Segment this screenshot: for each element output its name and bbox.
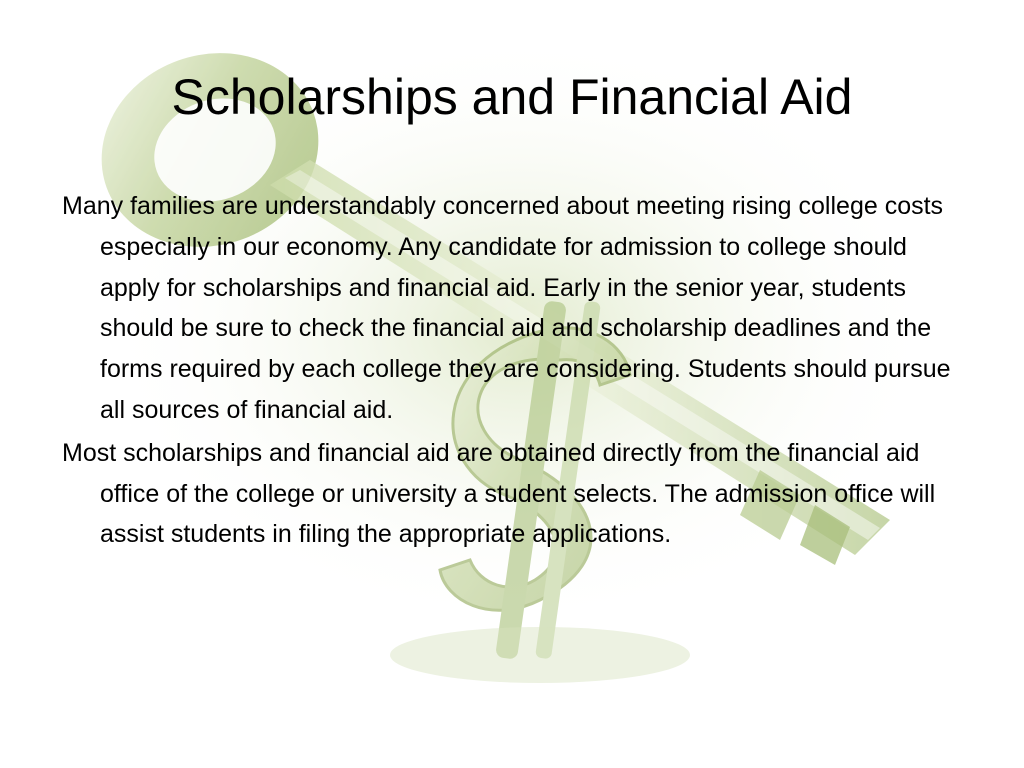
paragraph-financial-aid-deadlines: Many families are understandably concerned about meeting rising college costs especially in our economy. Any candidate for admission to college should apply for scholarships and financial aid. Early in the senior year, students should be sure to check the financial aid and scholarship deadlines and the forms required by each college they are considering. Students should pursue all sources of financial aid. <box>62 192 951 424</box>
paragraph-financial-aid-office: Most scholarships and financial aid are obtained directly from the financial aid office of the college or university a student selects. The admission office will assist students in filing the appropriate applications. <box>62 438 936 549</box>
slide-body <box>62 186 962 557</box>
slide-title: Scholarships and Financial Aid <box>171 69 853 125</box>
